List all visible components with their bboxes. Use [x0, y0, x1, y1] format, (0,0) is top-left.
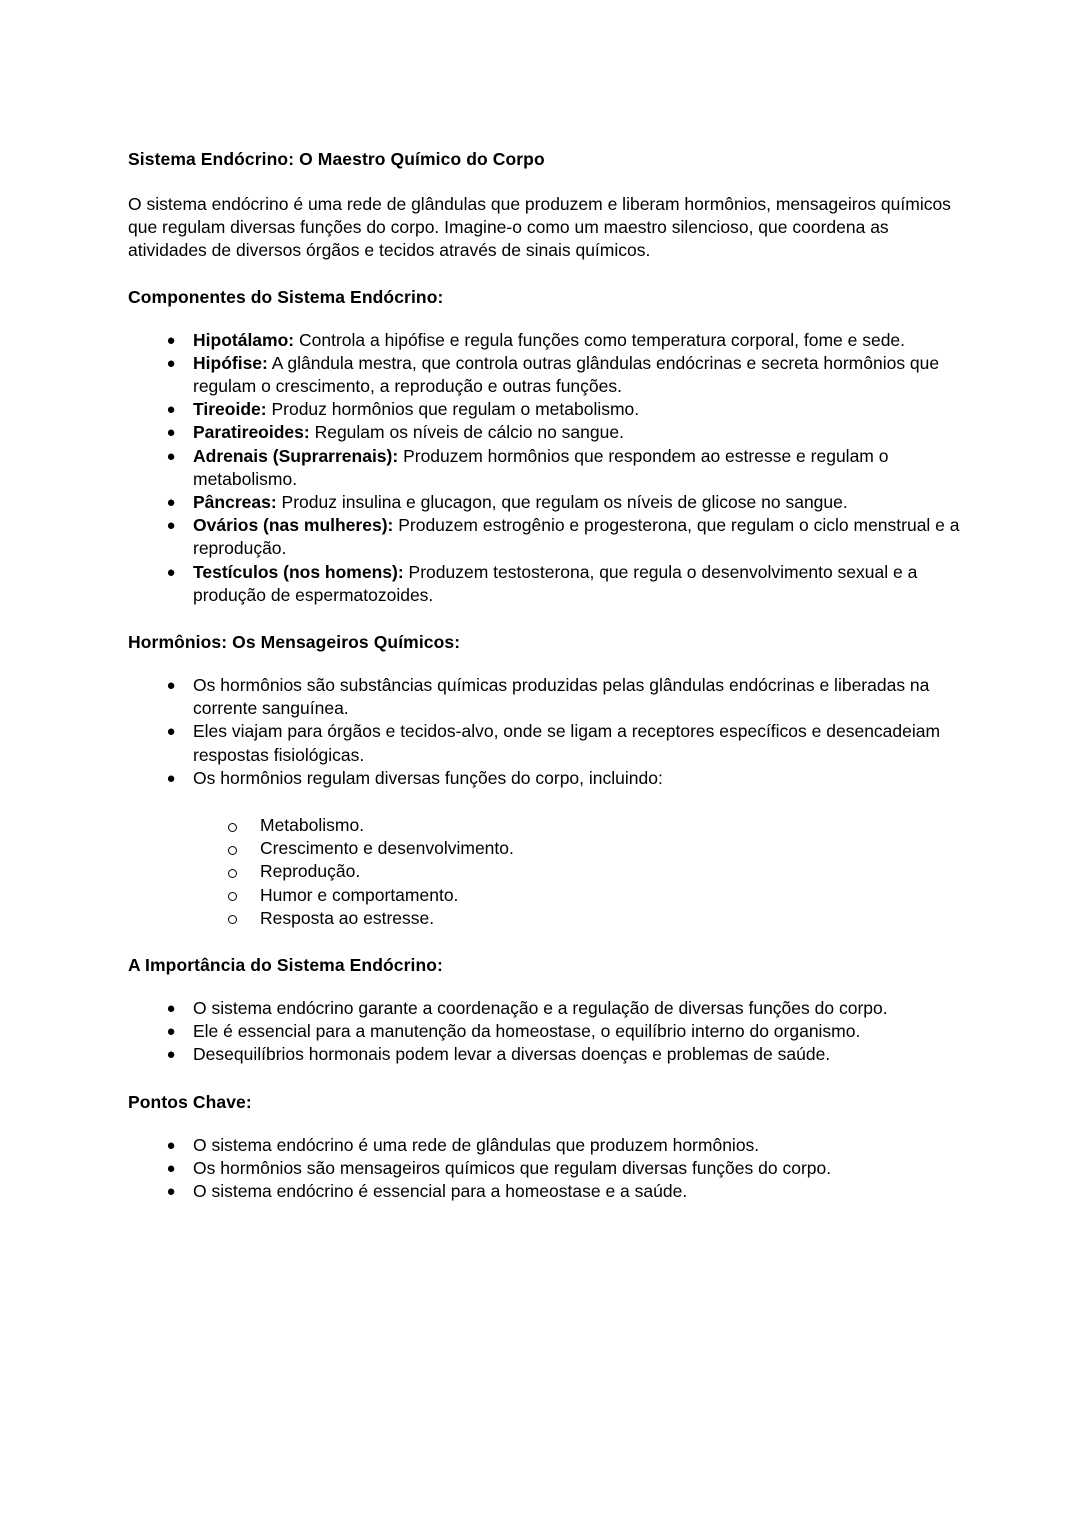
hollow-bullet-icon	[228, 892, 237, 901]
bullet-icon: ●	[166, 401, 176, 419]
pontos-chave-list	[128, 1134, 960, 1204]
sub-list-item-text: Resposta ao estresse.	[260, 907, 435, 928]
list-item-text: Produz insulina e glucagon, que regulam os níveis de glicose no sangue.	[276, 492, 848, 513]
importancia-list	[128, 997, 960, 1067]
bullet-icon: ●	[166, 1023, 176, 1041]
list-item-term: Tireoide:	[193, 399, 267, 420]
sub-list-item-text: Reprodução.	[260, 861, 361, 882]
bullet-icon: ●	[166, 494, 176, 512]
componentes-list	[128, 329, 960, 607]
sub-list-item	[128, 837, 960, 860]
list-item-text: Controla a hipófise e regula funções como temperatura corporal, fome e sede.	[294, 329, 906, 350]
list-item-term: Paratireoides:	[193, 422, 310, 443]
section-heading-hormonios: Hormônios: Os Mensageiros Químicos:	[128, 632, 461, 653]
list-item	[128, 514, 960, 560]
list-item	[128, 561, 960, 607]
bullet-icon: ●	[166, 354, 176, 372]
list-item	[128, 1020, 960, 1043]
list-item-text: O sistema endócrino garante a coordenação e a regulação de diversas funções do corpo.	[193, 998, 888, 1019]
list-item	[128, 352, 960, 398]
list-item	[128, 720, 960, 766]
list-item-text: Produzem hormônios que respondem ao estresse e regulam o metabolismo.	[193, 445, 889, 489]
bullet-icon: ●	[166, 1046, 176, 1064]
bullet-icon: ●	[166, 1159, 176, 1177]
list-item	[128, 329, 960, 352]
list-item	[128, 1134, 960, 1157]
hollow-bullet-icon	[228, 846, 237, 855]
bullet-icon: ●	[166, 1136, 176, 1154]
list-item-text: Eles viajam para órgãos e tecidos-alvo, onde se ligam a receptores específicos e desencadeiam respostas fisiológicas.	[193, 721, 941, 765]
list-item-term: Testículos (nos homens):	[193, 561, 404, 582]
list-item	[128, 1157, 960, 1180]
list-item	[128, 421, 960, 444]
list-item-text: Ele é essencial para a manutenção da homeostase, o equilíbrio interno do organismo.	[193, 1021, 861, 1042]
list-item-text: Regulam os níveis de cálcio no sangue.	[309, 422, 624, 443]
list-item-text: Os hormônios são substâncias químicas produzidas pelas glândulas endócrinas e liberadas na corrente sanguínea.	[193, 675, 930, 719]
hollow-bullet-icon	[228, 823, 237, 832]
intro-paragraph: O sistema endócrino é uma rede de glândulas que produzem e liberam hormônios, mensageiros químicos que regulam diversas funções do corpo. Imagine-o como um maestro silencioso, que coordena as atividades de diversos órgãos e tecidos através de sinais químicos.	[128, 194, 951, 261]
sub-list-item	[128, 814, 960, 837]
list-item-term: Ovários (nas mulheres):	[193, 515, 394, 536]
section-heading-importancia: A Importância do Sistema Endócrino:	[128, 955, 443, 976]
bullet-icon: ●	[166, 1183, 176, 1201]
list-item-text: O sistema endócrino é essencial para a homeostase e a saúde.	[193, 1181, 688, 1202]
list-item-term: Hipotálamo:	[193, 329, 295, 350]
sub-list-item	[128, 907, 960, 930]
bullet-icon: ●	[166, 563, 176, 581]
list-item-text: Produzem estrogênio e progesterona, que regulam o ciclo menstrual e a reprodução.	[193, 515, 960, 559]
bullet-icon: ●	[166, 1000, 176, 1018]
list-item-text: Produz hormônios que regulam o metabolismo.	[266, 399, 640, 420]
list-item	[128, 997, 960, 1020]
list-item-text: A glândula mestra, que controla outras glândulas endócrinas e secreta hormônios que regulam o crescimento, a reprodução e outras funções.	[193, 352, 940, 397]
list-item-text: O sistema endócrino é uma rede de glândulas que produzem hormônios.	[193, 1134, 760, 1155]
list-item	[128, 767, 960, 790]
sub-list-item-text: Crescimento e desenvolvimento.	[260, 838, 514, 859]
list-item-text: Desequilíbrios hormonais podem levar a diversas doenças e problemas de saúde.	[193, 1044, 831, 1065]
list-item-text: Produzem testosterona, que regula o desenvolvimento sexual e a produção de espermatozoides.	[193, 561, 918, 605]
bullet-icon: ●	[166, 447, 176, 465]
list-item	[128, 398, 960, 421]
list-item-term: Pâncreas:	[193, 492, 277, 513]
bullet-icon: ●	[166, 769, 176, 787]
page-title: Sistema Endócrino: O Maestro Químico do Corpo	[128, 149, 545, 169]
list-item-text: Os hormônios regulam diversas funções do corpo, incluindo:	[193, 767, 663, 788]
sub-list-item	[128, 884, 960, 907]
list-item	[128, 1043, 960, 1066]
list-item-text: Os hormônios são mensageiros químicos que regulam diversas funções do corpo.	[193, 1157, 832, 1178]
list-item	[128, 491, 960, 514]
list-item	[128, 1180, 960, 1203]
list-item	[128, 445, 960, 491]
bullet-icon: ●	[166, 517, 176, 535]
hormonios-sublist	[128, 814, 960, 930]
bullet-icon: ●	[166, 331, 176, 349]
sub-list-item-text: Metabolismo.	[260, 815, 365, 836]
section-heading-pontos-chave: Pontos Chave:	[128, 1091, 252, 1112]
hollow-bullet-icon	[228, 915, 237, 924]
list-item-term: Adrenais (Suprarrenais):	[193, 445, 399, 466]
list-item	[128, 674, 960, 720]
list-item-term: Hipófise:	[193, 352, 268, 373]
bullet-icon: ●	[166, 424, 176, 442]
bullet-icon: ●	[166, 723, 176, 741]
sub-list-item-text: Humor e comportamento.	[260, 884, 459, 905]
sub-list-item	[128, 860, 960, 883]
hollow-bullet-icon	[228, 869, 237, 878]
section-heading-componentes: Componentes do Sistema Endócrino:	[128, 286, 444, 307]
bullet-icon: ●	[166, 677, 176, 695]
hormonios-list	[128, 674, 960, 790]
